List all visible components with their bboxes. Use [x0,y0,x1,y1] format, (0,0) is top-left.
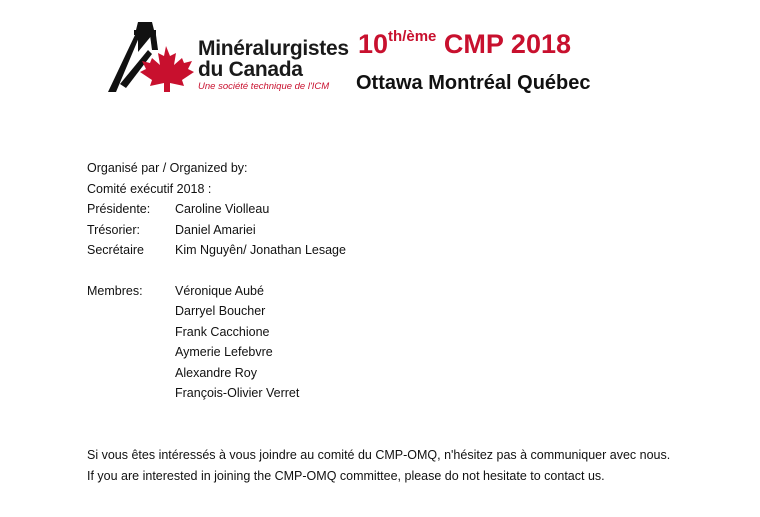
role-label: Présidente: [87,202,151,216]
event-cities: Ottawa Montréal Québec [356,72,591,94]
executive-row-president [87,199,346,220]
event-number: 10 [358,29,389,59]
committee-section [87,158,346,404]
list-item: Darryel Boucher [175,304,266,318]
list-item: François-Olivier Verret [175,386,300,400]
event-name: CMP 2018 [443,29,571,59]
role-label: Trésorier: [87,222,141,237]
headframe-maple-leaf-logo-icon [108,20,194,94]
list-item: Alexandre Roy [175,365,257,380]
logo-wordmark [198,38,349,92]
member-name: Kim Nguyên/ Jonathan Lesage [175,243,346,257]
logo-tagline: Une société technique de l'ICM [198,81,330,92]
logo-line1: Minéralurgistes [198,37,349,60]
page-header [0,0,760,110]
member-name: Daniel Amariei [175,222,256,237]
event-title [358,29,571,60]
list-item: Frank Cacchione [175,324,270,339]
executive-row-treasurer [87,220,346,241]
executive-row-secretary [87,240,346,261]
executive-committee-heading: Comité exécutif 2018 : [87,181,212,196]
members-list [175,281,299,404]
list-item: Véronique Aubé [175,283,264,298]
list-item: Aymerie Lefebvre [175,345,273,359]
closing-english: If you are interested in joining the CMP-OMQ committee, please do not hesitate to contact us. [87,469,605,483]
event-ordinal-suffix: th/ème [388,28,437,45]
members-block [87,281,346,404]
role-label: Secrétaire [87,243,144,257]
member-name: Caroline Violleau [175,202,270,216]
closing-french: Si vous êtes intéressés à vous joindre au comité du CMP-OMQ, n'hésitez pas à communiquer avec nous. [87,448,671,462]
organized-by-heading: Organisé par / Organized by: [87,161,248,175]
closing-message [87,445,670,487]
logo-line2: du Canada [198,58,303,81]
members-label: Membres: [87,283,143,298]
